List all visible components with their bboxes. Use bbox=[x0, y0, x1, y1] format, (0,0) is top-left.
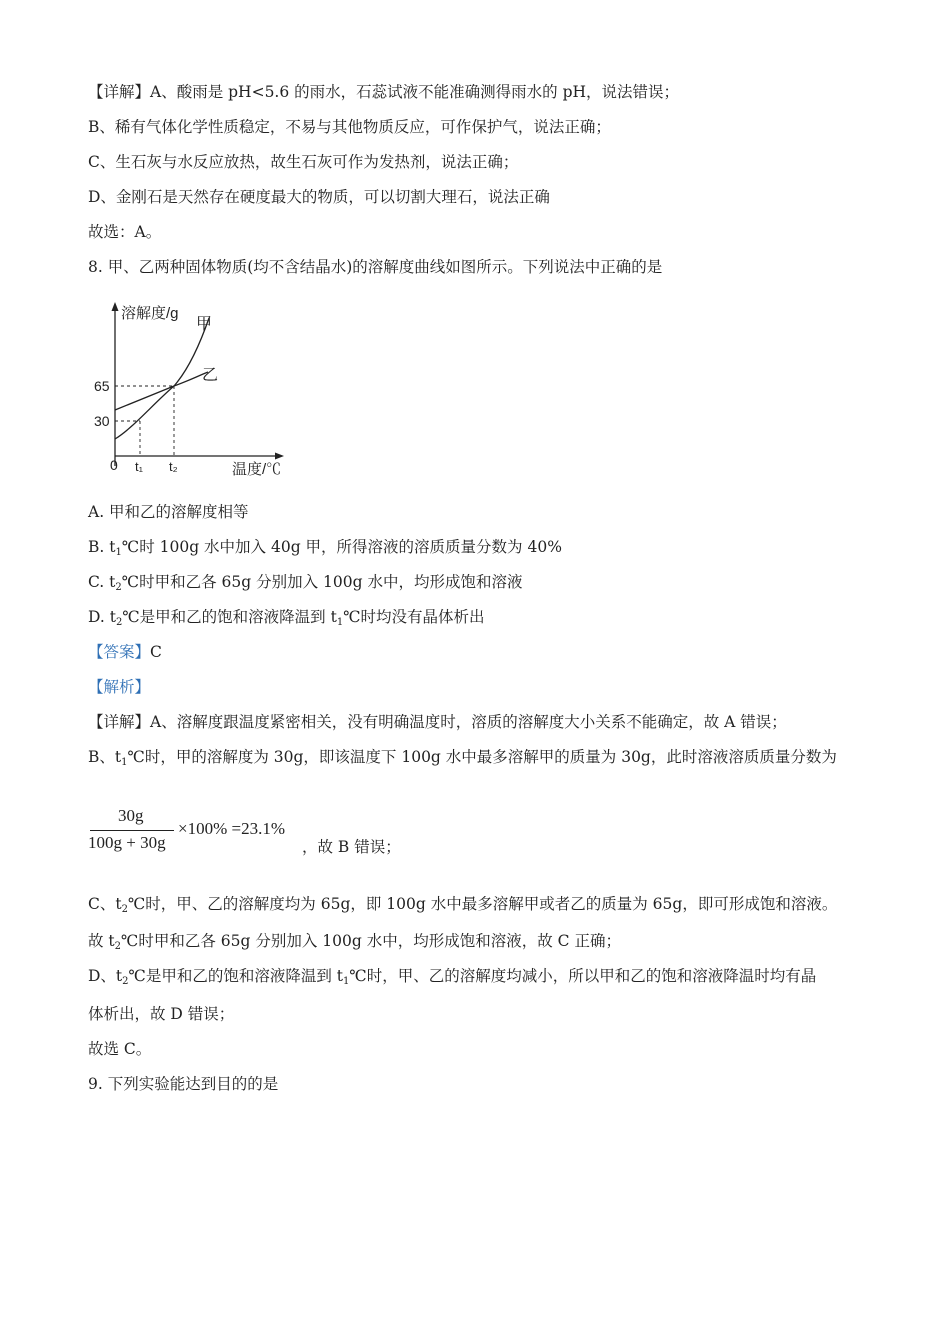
solubility-chart bbox=[88, 296, 298, 486]
q7-detail-d: D、金刚石是天然存在硬度最大的物质，可以切割大理石，说法正确 bbox=[88, 188, 550, 206]
q8-option-d: D. $t_2℃$是甲和乙的饱和溶液降温到 $t_1℃$时均没有晶体析出 bbox=[88, 608, 485, 628]
q7-choice: 故选：A。 bbox=[88, 223, 162, 241]
curve-yi bbox=[115, 372, 208, 410]
q8-detail-c2: 故 $t_2℃$时甲和乙各 65g 分别加入 100g 水中，均形成饱和溶液，故 C 正确； bbox=[88, 932, 621, 952]
x-axis-label: 温度/℃ bbox=[232, 461, 282, 478]
q8-detail-b: B、$t_1℃$时，甲的溶解度为 30g，即该温度下 100g 水中最多溶解甲的质量为 30g，此时溶液溶质质量分数为 bbox=[88, 748, 837, 768]
q8-choice: 故选 C。 bbox=[88, 1040, 152, 1058]
formula-numerator: 30g bbox=[118, 806, 144, 825]
q8-detail-d: D、$t_2℃$是甲和乙的饱和溶液降温到 $t_1℃$时，甲、乙的溶解度均减小，所以甲和乙的饱和溶液降温时均有晶 bbox=[88, 967, 817, 987]
series-label-jia: 甲 bbox=[196, 316, 213, 333]
formula-rest: ×100% =23.1% bbox=[178, 819, 285, 838]
q9-stem: 9. 下列实验能达到目的的是 bbox=[88, 1075, 279, 1093]
y-axis-label: 溶解度/g bbox=[121, 305, 179, 322]
x-tick-t2: t₂ bbox=[169, 459, 178, 474]
q7-detail-c: C、生石灰与水反应放热，故生石灰可作为发热剂，说法正确； bbox=[88, 153, 519, 171]
q8-detail-c: C、$t_2℃$时，甲、乙的溶解度均为 65g，即 100g 水中最多溶解甲或者乙的质量为 65g，即可形成饱和溶液。 bbox=[88, 895, 838, 915]
formula-denominator: 100g + 30g bbox=[88, 833, 166, 852]
series-label-yi: 乙 bbox=[202, 367, 219, 384]
q8-stem: 8. 甲、乙两种固体物质(均不含结晶水)的溶解度曲线如图所示。下列说法中正确的是 bbox=[88, 258, 663, 276]
q8-option-c: C. $t_2℃$时甲和乙各 65g 分别加入 100g 水中，均形成饱和溶液 bbox=[88, 573, 523, 593]
q8-detail-a: 【详解】A、溶解度跟温度紧密相关，没有明确温度时，溶质的溶解度大小关系不能确定，故 A 错误； bbox=[88, 713, 787, 731]
q8-detail-d2: 体析出，故 D 错误； bbox=[88, 1005, 235, 1023]
fraction-bar bbox=[90, 830, 174, 831]
q8-answer: 【答案】C bbox=[88, 643, 162, 661]
origin-label: 0 bbox=[110, 457, 118, 473]
y-tick-65: 65 bbox=[94, 378, 110, 394]
q8-option-a: A. 甲和乙的溶解度相等 bbox=[88, 503, 249, 521]
x-tick-t1: t₁ bbox=[135, 459, 143, 474]
y-axis-arrow bbox=[112, 302, 119, 311]
formula-tail: ，故 B 错误； bbox=[302, 838, 401, 856]
mass-fraction-formula bbox=[88, 806, 408, 860]
q8-analysis-tag: 【解析】 bbox=[88, 678, 151, 696]
q8-option-b: B. $t_1℃$时 100g 水中加入 40g 甲，所得溶液的溶质质量分数为 40% bbox=[88, 538, 562, 558]
q7-detail-b: B、稀有气体化学性质稳定，不易与其他物质反应，可作保护气，说法正确； bbox=[88, 118, 611, 136]
x-axis-arrow bbox=[275, 453, 284, 460]
q7-detail-a: 【详解】A、酸雨是 pH<5.6 的雨水，石蕊试液不能准确测得雨水的 pH，说法错误； bbox=[88, 83, 680, 101]
y-tick-30: 30 bbox=[94, 413, 110, 429]
